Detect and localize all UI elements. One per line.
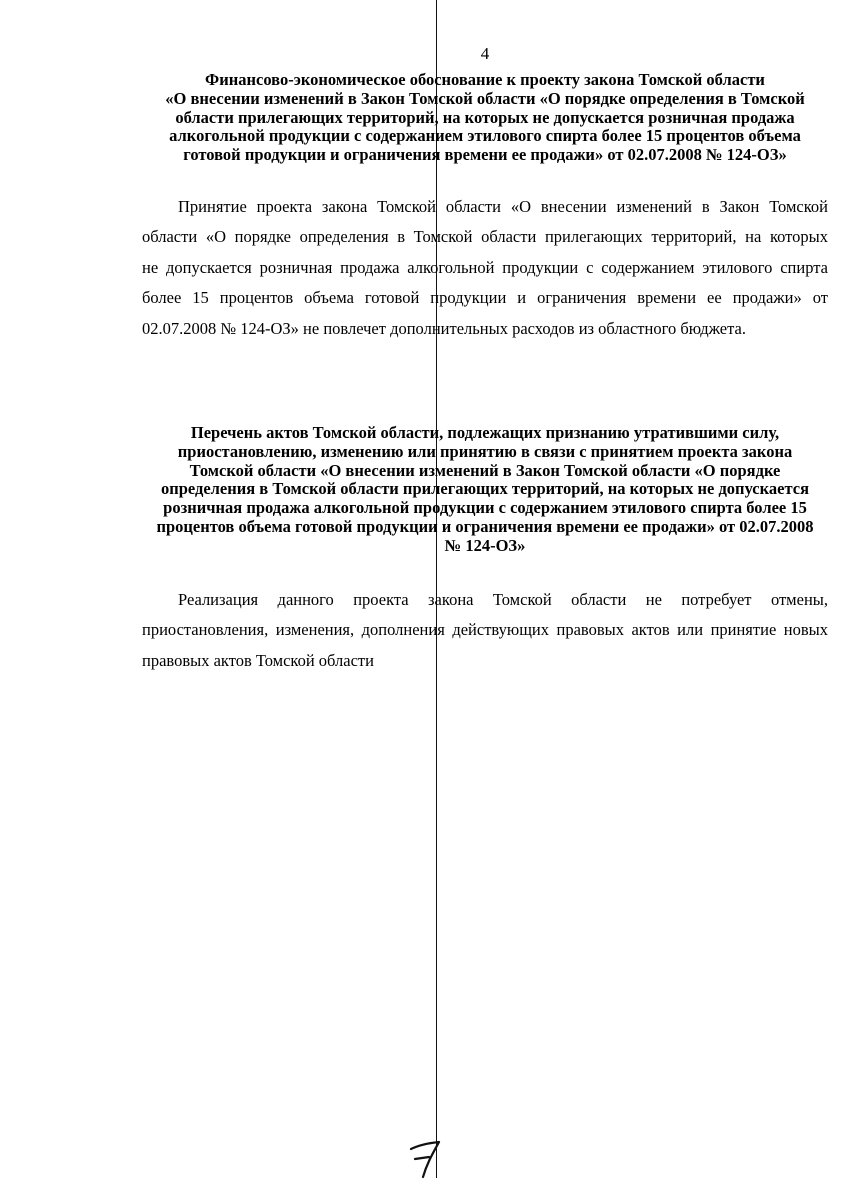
heading-line: «О внесении изменений в Закон Томской области «О порядке определения в Томской bbox=[165, 88, 805, 108]
paragraph-line: не допускается розничная продажа алкогольной продукции с содержанием этилового спирта bbox=[142, 257, 828, 277]
heading-line: области прилегающих территорий, на которых не допускается розничная продажа bbox=[175, 107, 795, 127]
heading-line: розничная продажа алкогольной продукции с содержанием этилового спирта более 15 bbox=[163, 498, 807, 518]
heading-line: готовой продукции и ограничения времени ее продажи» от 02.07.2008 № 124-ОЗ» bbox=[183, 145, 787, 165]
paragraph-line: 02.07.2008 № 124-ОЗ» не повлечет дополнительных расходов из областного бюджета. bbox=[142, 318, 746, 338]
acts-list-heading bbox=[140, 424, 830, 556]
handwritten-mark-icon bbox=[405, 1125, 445, 1180]
heading-line: Перечень актов Томской области, подлежащих признанию утратившими силу, bbox=[190, 423, 780, 442]
paragraph-line: более 15 процентов объема готовой продукции и ограничения времени ее продажи» от bbox=[142, 288, 828, 308]
financial-justification-paragraph bbox=[142, 192, 828, 344]
paragraph-line: Реализация данного проекта закона Томской области не потребует отмены, bbox=[178, 590, 828, 609]
heading-line: приостановлению, изменению или принятию в связи с принятием проекта закона bbox=[177, 441, 793, 461]
paragraph-line: приостановления, изменения, дополнения действующих правовых актов или принятие новых bbox=[142, 620, 828, 640]
paragraph-line: Принятие проекта закона Томской области «О внесении изменений в Закон Томской bbox=[178, 197, 828, 216]
heading-line: Томской области «О внесении изменений в Закон Томской области «О порядке bbox=[189, 460, 781, 480]
heading-line: Финансово-экономическое обоснование к проекту закона Томской области bbox=[205, 70, 765, 89]
heading-line: определения в Томской области прилегающих территорий, на которых не допускается bbox=[160, 479, 810, 499]
acts-list-paragraph bbox=[142, 585, 828, 676]
heading-line: алкогольной продукции с содержанием этилового спирта более 15 процентов объема bbox=[169, 126, 801, 146]
heading-line: № 124-ОЗ» bbox=[444, 535, 526, 555]
paragraph-line: области «О порядке определения в Томской области прилегающих территорий, на которых bbox=[142, 227, 828, 247]
paragraph-line: правовых актов Томской области bbox=[142, 650, 374, 670]
page-number: 4 bbox=[480, 44, 490, 63]
heading-line: процентов объема готовой продукции и ограничения времени ее продажи» от 02.07.2008 bbox=[156, 516, 814, 536]
financial-justification-heading bbox=[140, 71, 830, 165]
